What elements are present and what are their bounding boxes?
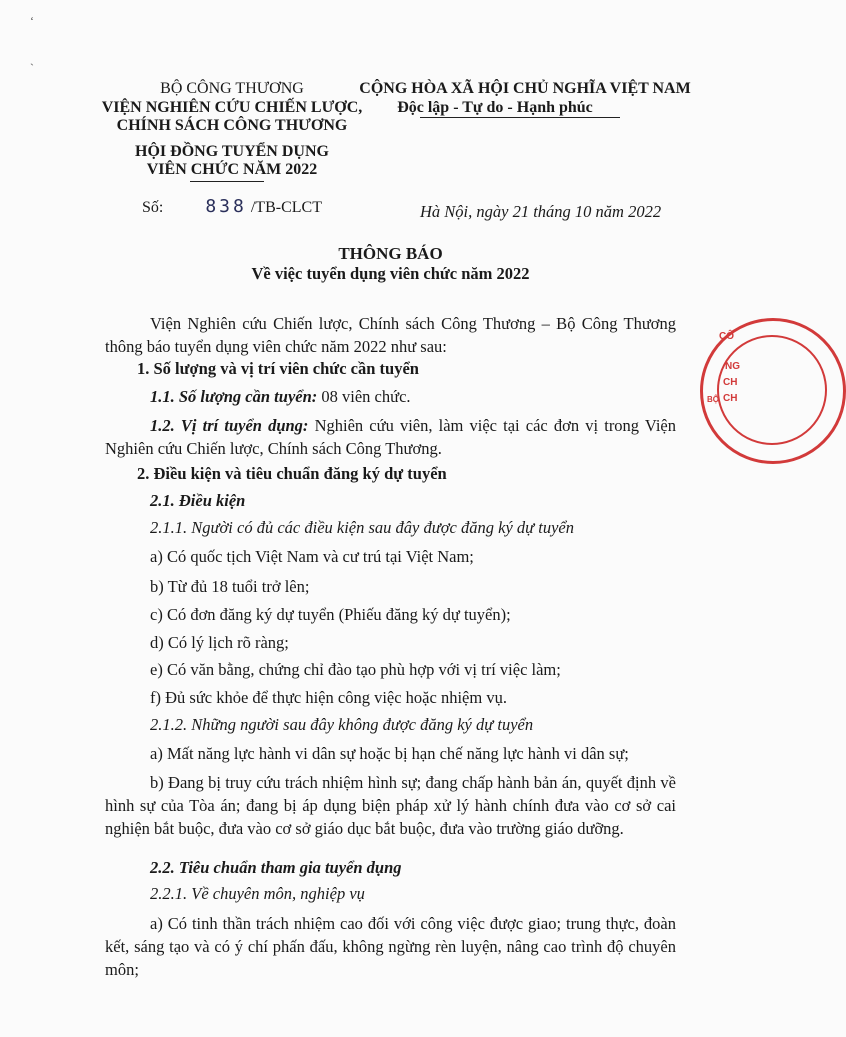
intro-paragraph: Viện Nghiên cứu Chiến lược, Chính sách Công Thương – Bộ Công Thương thông báo tuyển dụng viên chức năm 2022 như sau:: [105, 314, 676, 356]
notice-subtitle: Về việc tuyển dụng viên chức năm 2022: [251, 264, 530, 283]
notice-title: THÔNG BÁO: [338, 244, 443, 263]
document-number: [142, 196, 322, 217]
section-2-1-1-heading: 2.1.1. Người có đủ các điều kiện sau đây được đăng ký dự tuyển: [150, 518, 575, 537]
seal-text: CH: [723, 377, 738, 388]
seal-text: CH: [723, 393, 738, 404]
exclusion-item-a: a) Mất năng lực hành vi dân sự hoặc bị hạn chế năng lực hành vi dân sự;: [150, 744, 629, 763]
standard-item-a: a) Có tinh thần trách nhiệm cao đối với công việc được giao; trung thực, đoàn kết, sáng tạo và có ý chí phấn đấu, không ngừng rèn luyện, nâng cao trình độ chuyên môn;: [105, 914, 676, 979]
agency-underline: [190, 181, 264, 182]
national-header: [355, 80, 695, 117]
section-1-2: [105, 414, 676, 460]
number-label: Số:: [142, 199, 164, 216]
condition-item-e: e) Có văn bằng, chứng chỉ đào tạo phù hợp với vị trí việc làm;: [150, 660, 561, 679]
institute-name-line2: CHÍNH SÁCH CÔNG THƯƠNG: [116, 117, 348, 134]
section-1-2-text: Nghiên cứu viên, làm việc tại các đơn vị trong Viện Nghiên cứu Chiến lược, Chính sách Công Thương.: [105, 416, 676, 458]
section-2-1-2-heading: 2.1.2. Những người sau đây không được đăng ký dự tuyển: [150, 715, 534, 734]
section-2-1-heading: 2.1. Điều kiện: [150, 491, 246, 510]
section-1-1-label: 1.1. Số lượng cần tuyển:: [150, 387, 318, 406]
condition-item-b: b) Từ đủ 18 tuổi trở lên;: [150, 577, 310, 596]
agency-header: [92, 80, 372, 180]
exclusion-item-b: b) Đang bị truy cứu trách nhiệm hình sự; đang chấp hành bản án, quyết định về hình sự của Tòa án; đang bị áp dụng biện pháp xử lý hành chính đưa vào cơ sở cai nghiện bắt buộc, đưa vào cơ sở giáo dục bắt buộc, đưa vào trường giáo dưỡng.: [105, 773, 676, 838]
place-date: Hà Nội, ngày 21 tháng 10 năm 2022: [420, 202, 662, 221]
condition-item-c: c) Có đơn đăng ký dự tuyển (Phiếu đăng ký dự tuyển);: [150, 605, 511, 624]
council-name-line2: VIÊN CHỨC NĂM 2022: [146, 161, 318, 178]
condition-item-f: f) Đủ sức khỏe để thực hiện công việc hoặc nhiệm vụ.: [150, 688, 507, 707]
section-2-heading: 2. Điều kiện và tiêu chuẩn đăng ký dự tuyển: [137, 464, 447, 483]
seal-inner-ring: [717, 335, 827, 445]
number-suffix: /TB-CLCT: [250, 199, 322, 216]
institute-name-line1: VIỆN NGHIÊN CỨU CHIẾN LƯỢC,: [101, 98, 363, 116]
scan-mark: ʻ: [30, 14, 34, 28]
condition-item-a: a) Có quốc tịch Việt Nam và cư trú tại Việt Nam;: [150, 547, 474, 566]
section-1-1-text: 08 viên chức.: [317, 387, 411, 406]
seal-text: NG: [725, 361, 740, 372]
ministry-name: BỘ CÔNG THƯƠNG: [160, 80, 304, 97]
section-1-2-label: 1.2. Vị trí tuyển dụng:: [150, 416, 309, 435]
seal-text: BỘ: [707, 395, 719, 404]
section-2-2-1-heading: 2.2.1. Về chuyên môn, nghiệp vụ: [150, 884, 365, 903]
scan-mark: ˏ: [30, 52, 34, 66]
section-2-2-heading: 2.2. Tiêu chuẩn tham gia tuyển dụng: [150, 858, 402, 877]
motto-underline: [420, 117, 620, 118]
seal-text: CÔ: [719, 331, 734, 342]
number-value: 838: [205, 196, 247, 217]
section-1-heading: 1. Số lượng và vị trí viên chức cần tuyển: [137, 359, 419, 378]
condition-item-d: d) Có lý lịch rõ ràng;: [150, 633, 289, 652]
nation-name: CỘNG HÒA XÃ HỘI CHỦ NGHĨA VIỆT NAM: [359, 80, 691, 97]
national-motto: Độc lập - Tự do - Hạnh phúc: [397, 98, 593, 116]
council-name-line1: HỘI ĐỒNG TUYỂN DỤNG: [135, 142, 329, 160]
section-1-1: [150, 387, 411, 407]
official-seal: [700, 318, 846, 464]
